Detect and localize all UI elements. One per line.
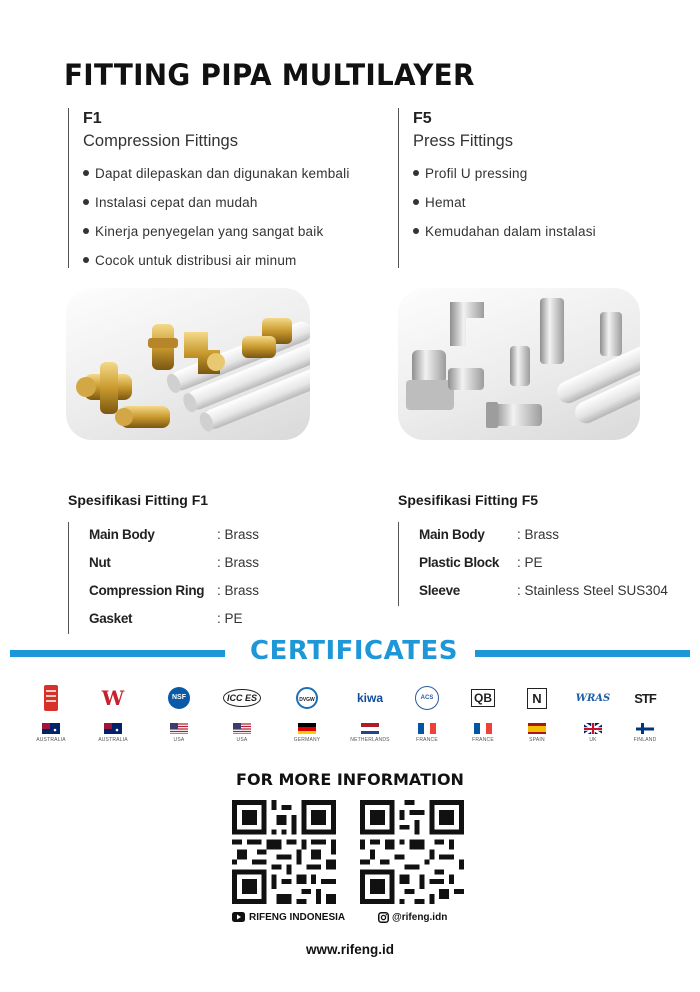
flag-nl-icon — [361, 722, 379, 734]
flag-au-icon — [104, 722, 122, 734]
certificate-item — [456, 684, 510, 754]
feature-text: Hemat — [425, 195, 466, 210]
spec-key: Compression Ring — [89, 583, 205, 598]
cert-logo-text: N — [527, 688, 546, 709]
spec-key: Sleeve — [419, 583, 460, 598]
table-row — [69, 606, 309, 634]
flag-de-icon — [298, 722, 316, 734]
watermark-w-icon — [86, 684, 140, 712]
table-row — [399, 550, 669, 578]
f1-name: Compression Fittings — [83, 132, 238, 150]
f5-section — [398, 108, 673, 268]
acs-icon — [400, 684, 454, 712]
f5-name: Press Fittings — [413, 132, 513, 150]
certificates-title: CERTIFICATES — [250, 636, 458, 666]
spec-value: : Brass — [217, 555, 260, 570]
spec-key: Nut — [89, 555, 111, 570]
spec-value: : Brass — [517, 527, 560, 542]
certificate-item — [280, 684, 334, 754]
brass-fittings-illustration — [66, 288, 310, 440]
f5-feature-list — [413, 165, 673, 252]
country-label: SPAIN — [529, 737, 545, 743]
press-fittings-illustration — [398, 288, 640, 440]
more-info-heading: FOR MORE INFORMATION — [236, 770, 464, 789]
instagram-label: @rifeng.idn — [392, 912, 448, 924]
feature-text: Profil U pressing — [425, 166, 528, 181]
country-label: USA — [173, 737, 185, 743]
spec-key: Main Body — [89, 527, 155, 542]
table-row — [399, 578, 669, 606]
qr-code-icon — [360, 800, 464, 904]
icc-es-icon — [215, 684, 269, 712]
feature-text: Kinerja penyegelan yang sangat baik — [95, 224, 324, 239]
divider — [10, 650, 225, 657]
f5-spec-title: Spesifikasi Fitting F5 — [398, 492, 539, 508]
flag-uk-icon — [584, 722, 602, 734]
cert-logo-text: NSF — [168, 687, 190, 709]
country-label: AUSTRALIA — [98, 737, 128, 743]
certificate-item — [400, 684, 454, 754]
spec-key: Main Body — [419, 527, 485, 542]
dvgw-icon — [280, 684, 334, 712]
bullet-icon — [83, 199, 89, 205]
flag-es-icon — [528, 722, 546, 734]
youtube-link[interactable] — [232, 912, 345, 923]
certificate-item — [510, 684, 564, 754]
feature-text: Instalasi cepat dan mudah — [95, 195, 258, 210]
watermark-icon — [24, 684, 78, 712]
bullet-icon — [413, 199, 419, 205]
flag-fr-icon — [418, 722, 436, 734]
country-label: GERMANY — [293, 737, 321, 743]
table-row — [69, 550, 309, 578]
youtube-icon — [232, 912, 245, 922]
f1-section — [68, 108, 403, 268]
spec-key: Plastic Block — [419, 555, 500, 570]
certificate-item — [215, 684, 269, 754]
list-item — [83, 252, 403, 281]
spec-value: : PE — [517, 555, 543, 570]
country-label: FRANCE — [416, 737, 438, 743]
bullet-icon — [83, 170, 89, 176]
flag-us-icon — [170, 722, 188, 734]
country-label: USA — [236, 737, 248, 743]
certificate-item — [618, 684, 672, 754]
cert-logo-text: WRAS — [575, 692, 611, 704]
country-label: UK — [589, 737, 597, 743]
f1-feature-list — [83, 165, 403, 281]
flag-us-icon — [233, 722, 251, 734]
wras-icon — [566, 684, 620, 712]
country-label: FRANCE — [472, 737, 494, 743]
f1-product-photo — [66, 288, 310, 440]
country-label: AUSTRALIA — [36, 737, 66, 743]
certificate-item — [566, 684, 620, 754]
cert-logo-text: DVGW — [296, 687, 318, 709]
flag-fi-icon — [636, 722, 654, 734]
qb-icon — [456, 684, 510, 712]
f1-spec-title: Spesifikasi Fitting F1 — [68, 492, 209, 508]
list-item — [83, 165, 403, 194]
bullet-icon — [83, 228, 89, 234]
divider — [475, 650, 690, 657]
instagram-link[interactable] — [378, 912, 447, 923]
website-link[interactable]: www.rifeng.id — [305, 942, 394, 957]
list-item — [413, 223, 673, 252]
flag-au-icon — [42, 722, 60, 734]
qr-code-icon — [232, 800, 336, 904]
cert-logo-text: STF — [634, 690, 656, 706]
page-title: FITTING PIPA MULTILAYER — [64, 58, 475, 92]
table-row — [69, 578, 309, 606]
feature-text: Kemudahan dalam instalasi — [425, 224, 596, 239]
spec-value: : PE — [217, 611, 243, 626]
bullet-icon — [413, 228, 419, 234]
spec-key: Gasket — [89, 611, 133, 626]
spec-value: : Stainless Steel SUS304 — [517, 583, 668, 598]
feature-text: Dapat dilepaskan dan digunakan kembali — [95, 166, 350, 181]
kiwa-icon — [343, 684, 397, 712]
certificate-item — [86, 684, 140, 754]
country-label: FINLAND — [633, 737, 657, 743]
f5-product-photo — [398, 288, 640, 440]
youtube-qr-code[interactable] — [232, 800, 336, 904]
f5-code: F5 — [413, 110, 432, 127]
instagram-icon — [378, 912, 389, 923]
nsf-icon — [152, 684, 206, 712]
youtube-label: RIFENG INDONESIA — [249, 912, 346, 923]
spec-value: : Brass — [217, 527, 260, 542]
list-item — [83, 194, 403, 223]
flag-fr-icon — [474, 722, 492, 734]
cert-logo-text: ICC ES — [223, 689, 261, 707]
instagram-qr-code[interactable] — [360, 800, 464, 904]
table-row — [399, 522, 669, 550]
f5-spec-table — [398, 522, 669, 606]
cert-logo-text: W — [101, 686, 125, 710]
f1-spec-table — [68, 522, 309, 634]
bullet-icon — [413, 170, 419, 176]
spec-value: : Brass — [217, 583, 260, 598]
aenor-icon — [510, 684, 564, 712]
list-item — [83, 223, 403, 252]
certificate-item — [343, 684, 397, 754]
table-row — [69, 522, 309, 550]
bullet-icon — [83, 257, 89, 263]
cert-logo-text: ACS — [415, 686, 439, 710]
list-item — [413, 194, 673, 223]
country-label: NETHERLANDS — [350, 737, 390, 743]
certificate-item — [152, 684, 206, 754]
certificate-item — [24, 684, 78, 754]
stf-icon — [618, 684, 672, 712]
cert-logo-text: QB — [471, 689, 495, 707]
feature-text: Cocok untuk distribusi air minum — [95, 253, 297, 268]
cert-logo-text: kiwa — [356, 691, 383, 705]
f1-code: F1 — [83, 110, 102, 127]
list-item — [413, 165, 673, 194]
